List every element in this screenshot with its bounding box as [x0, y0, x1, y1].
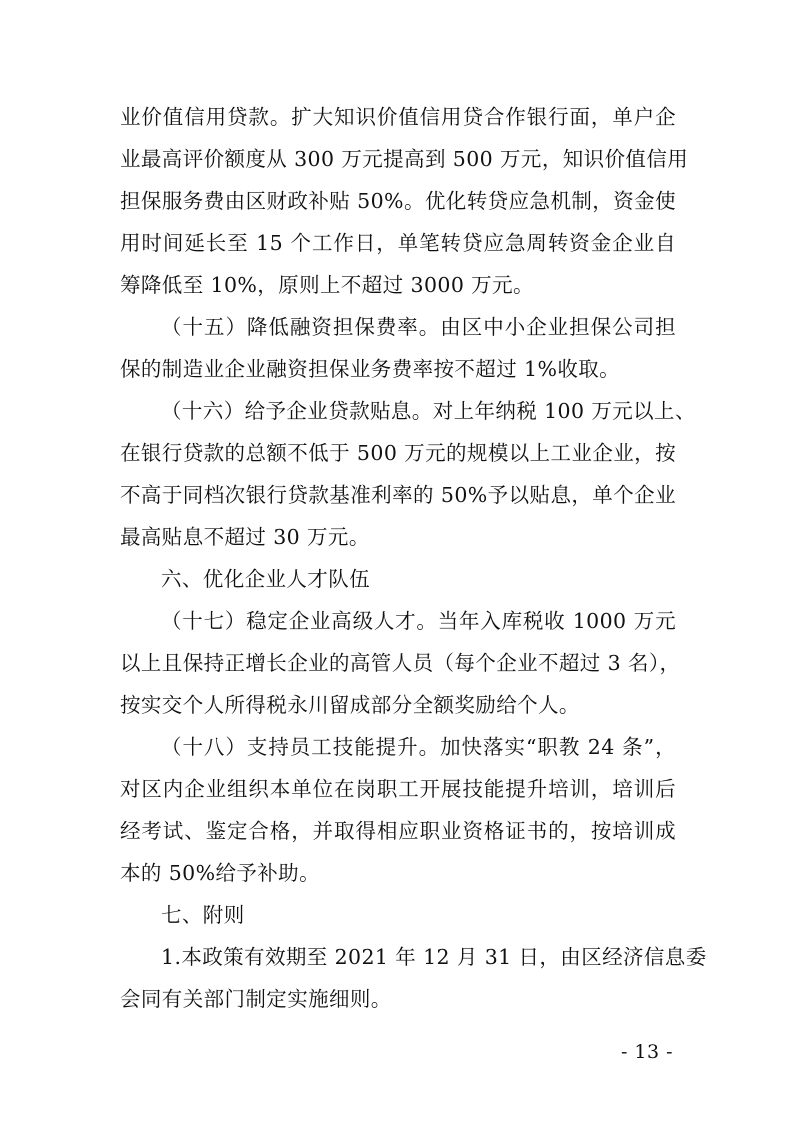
text-line: 筹降低至 10%，原则上不超过 3000 万元。 — [120, 273, 534, 297]
text-line: 最高贴息不超过 30 万元。 — [120, 525, 370, 549]
page-number: - 13 - — [620, 1041, 674, 1063]
text-line: 以上且保持正增长企业的高管人员（每个企业不超过 3 名）， — [120, 651, 681, 675]
text-line: 按实交个人所得税永川留成部分全额奖励给个人。 — [120, 693, 580, 717]
section-heading: 六、优化企业人才队伍 — [161, 567, 370, 591]
body-text — [120, 96, 707, 1020]
section-heading: 七、附则 — [161, 903, 245, 927]
text-line: 对区内企业组织本单位在岗职工开展技能提升培训，培训后 — [120, 777, 676, 801]
text-line: 业最高评价额度从 300 万元提高到 500 万元，知识价值信用 — [120, 147, 689, 171]
text-line: 不高于同档次银行贷款基准利率的 50%予以贴息，单个企业 — [120, 483, 676, 507]
text-line: 经考试、鉴定合格，并取得相应职业资格证书的，按培训成 — [120, 819, 676, 843]
text-line: 本的 50%给予补助。 — [120, 861, 320, 885]
text-line: 担保服务费由区财政补贴 50%。优化转贷应急机制，资金使 — [120, 189, 676, 213]
text-line: （十五）降低融资担保费率。由区中小企业担保公司担 — [161, 315, 676, 339]
text-line: （十六）给予企业贷款贴息。对上年纳税 100 万元以上、 — [161, 399, 696, 423]
text-line: （十八）支持员工技能提升。加快落实“职教 24 条”， — [161, 735, 676, 759]
text-line: （十七）稳定企业高级人才。当年入库税收 1000 万元 — [161, 609, 676, 633]
text-line: 1.本政策有效期至 2021 年 12 月 31 日，由区经济信息委 — [161, 945, 707, 969]
text-line: 保的制造业企业融资担保业务费率按不超过 1%收取。 — [120, 357, 621, 381]
text-line: 在银行贷款的总额不低于 500 万元的规模以上工业企业，按 — [120, 441, 676, 465]
text-line: 用时间延长至 15 个工作日，单笔转贷应急周转资金企业自 — [120, 231, 676, 255]
text-line: 会同有关部门制定实施细则。 — [120, 987, 392, 1011]
text-line: 业价值信用贷款。扩大知识价值信用贷合作银行面，单户企 — [120, 105, 676, 129]
